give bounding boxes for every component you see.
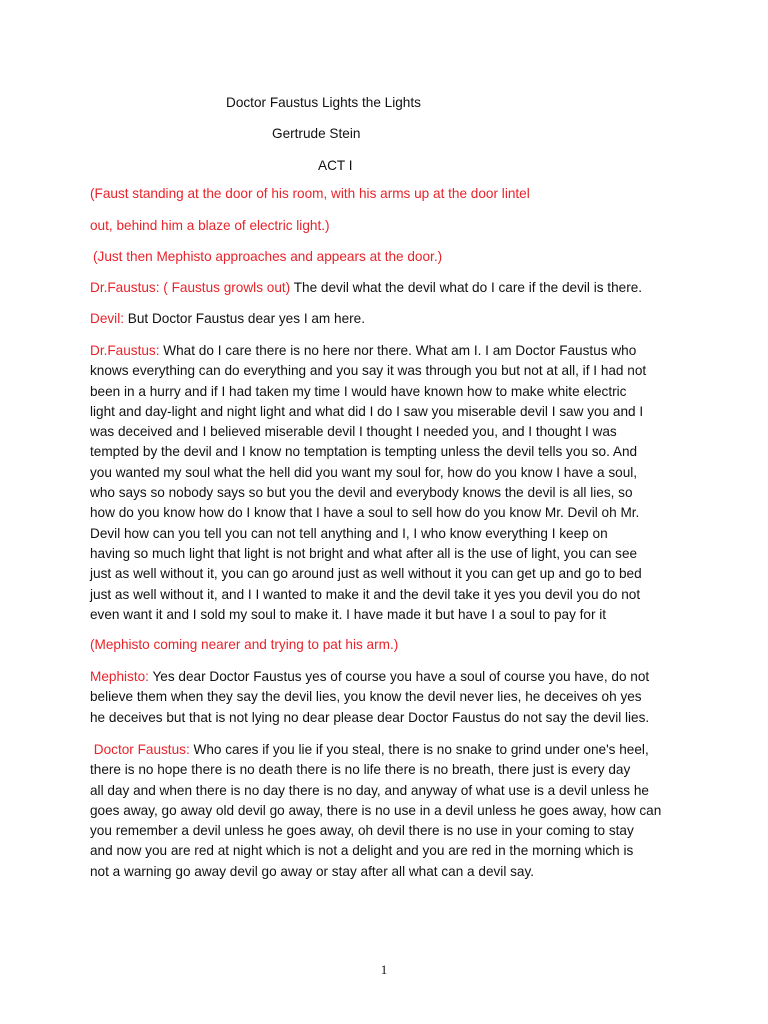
dialogue-line: he deceives but that is not lying no dear please dear Doctor Faustus do not say the devil lies. — [90, 709, 650, 725]
dialogue-line: not a warning go away devil go away or stay after all what can a devil say. — [90, 863, 535, 879]
speaker-label: Dr.Faustus: ( Faustus growls out) — [90, 280, 291, 295]
dialogue-line: Yes dear Doctor Faustus yes of course you have a soul of course you have, do not — [148, 669, 650, 684]
dialogue-line: What do I care there is no here nor there. What am I. I am Doctor Faustus who — [159, 343, 637, 358]
act-heading: ACT I — [318, 158, 353, 173]
speaker-label: Devil: — [90, 311, 124, 326]
dialogue-line: knows everything can do everything and you say it was through you but not at all, if I had not — [90, 363, 647, 379]
dialogue-line: Who cares if you lie if you steal, there is no snake to grind under one's heel, — [189, 742, 649, 757]
dialogue-line: light and day-light and night light and what did I do I saw you miserable devil I saw you and I — [90, 403, 644, 419]
stage-direction-3: (Just then Mephisto approaches and appears at the door.) — [93, 249, 443, 264]
dialogue-line: all day and when there is no day there is no day, and anyway of what use is a devil unless he — [90, 782, 649, 798]
stage-direction-1: (Faust standing at the door of his room, with his arms up at the door lintel — [90, 186, 530, 201]
document-author: Gertrude Stein — [272, 126, 361, 141]
dialogue-line: just as well without it, and I I wanted to make it and the devil take it yes you devil you do not — [90, 586, 641, 602]
speaker-label: Dr.Faustus: — [90, 343, 160, 358]
dialogue-line: you wanted my soul what the hell did you want my soul for, how do you know I have a soul, — [90, 464, 638, 480]
dialogue-line: Devil how can you tell you can not tell anything and I, I who know everything I keep on — [90, 525, 608, 541]
dialogue-line: goes away, go away old devil go away, there is no use in a devil unless he goes away, how can — [90, 802, 662, 818]
document-title: Doctor Faustus Lights the Lights — [226, 95, 421, 110]
dialogue-mephisto-1 — [90, 667, 690, 728]
dialogue-faustus-3 — [90, 740, 690, 882]
dialogue-faustus-1 — [90, 280, 642, 295]
dialogue-devil-1 — [90, 311, 365, 326]
dialogue-line: who says so nobody says so but you the devil and everybody knows the devil is all lies, so — [90, 485, 633, 501]
dialogue-line: you remember a devil unless he goes away, oh devil there is no use in your coming to stay — [90, 823, 634, 839]
dialogue-line: tempted by the devil and I know no temptation is tempting unless the devil tells you so. And — [90, 444, 638, 460]
dialogue-line: having so much light that light is not bright and what after all is the use of light, you can see — [90, 545, 638, 561]
dialogue-line: there is no hope there is no death there is no life there is no breath, there just is every day — [90, 762, 631, 778]
dialogue-faustus-2 — [90, 341, 690, 625]
page-number: 1 — [380, 962, 388, 977]
dialogue-line: and now you are red at night which is not a delight and you are red in the morning which is — [90, 843, 634, 859]
dialogue-line: been in a hurry and if I had taken my time I would have known how to make white electric — [90, 383, 627, 399]
dialogue-line: believe them when they say the devil lies, you know the devil never lies, he deceives oh yes — [90, 689, 642, 705]
dialogue-text: But Doctor Faustus dear yes I am here. — [124, 311, 366, 326]
dialogue-line: was deceived and I believed miserable devil I thought I needed you, and I thought I was — [90, 424, 617, 440]
dialogue-line: even want it and I sold my soul to make it. I have made it but have I a soul to pay for it — [90, 606, 607, 622]
stage-direction-2: out, behind him a blaze of electric light.) — [90, 218, 330, 233]
speaker-label: Mephisto: — [90, 669, 149, 684]
dialogue-line: how do you know how do I know that I have a soul to sell how do you know Mr. Devil oh Mr. — [90, 505, 640, 521]
dialogue-line: just as well without it, you can go around just as well without it you can get up and go to bed — [90, 566, 642, 582]
dialogue-text: The devil what the devil what do I care if the devil is there. — [290, 280, 643, 295]
speaker-label: Doctor Faustus: — [90, 742, 190, 757]
stage-direction-4: (Mephisto coming nearer and trying to pat his arm.) — [90, 637, 399, 652]
